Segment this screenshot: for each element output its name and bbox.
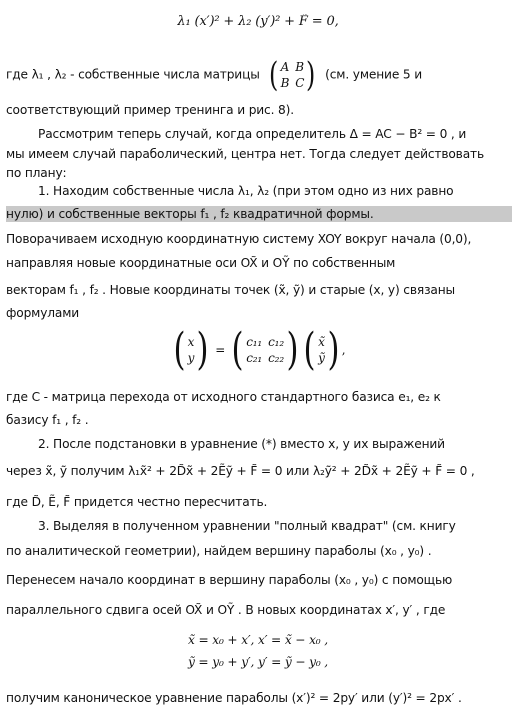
paragraph-line: Рассмотрим теперь случай, когда определитель Δ = AC − B² = 0 , и bbox=[38, 127, 467, 141]
formula-canonical-ellipse: λ₁ (x′)² + λ₂ (y′)² + F̃ = 0, bbox=[177, 14, 339, 29]
paragraph-line: где C - матрица перехода от исходного стандартного базиса e₁, e₂ к bbox=[6, 390, 441, 404]
step-1-line: 1. Находим собственные числа λ₁, λ₂ (при этом одно из них равно bbox=[38, 184, 454, 198]
paragraph-line: векторам f₁ , f₂ . Новые координаты точек (x̃, ỹ) и старые (x, y) связаны bbox=[6, 283, 456, 297]
paragraph-line: базису f₁ , f₂ . bbox=[6, 413, 89, 427]
paragraph-line: параллельного сдвига осей OX̃ и OỸ . В новых координатах x′, y′ , где bbox=[6, 603, 446, 617]
formula-shift-x: x̃ = x₀ + x′, x′ = x̃ − x₀ , bbox=[188, 633, 328, 647]
paragraph-line: по плану: bbox=[6, 166, 67, 180]
formula-line: через x̃, ỹ получим λ₁x̃² + 2D̃x̃ + 2Ẽỹ + F̃ = 0 или λ₂ỹ² + 2D̃x̃ + 2Ẽỹ + F̃ = 0 , bbox=[6, 464, 475, 478]
paragraph-line: получим каноническое уравнение параболы (x′)² = 2py′ или (y′)² = 2px′ . bbox=[6, 691, 462, 705]
paragraph-line: Перенесем начало координат в вершину параболы (x₀ , y₀) с помощью bbox=[6, 573, 453, 587]
highlighted-line: нулю) и собственные векторы f₁ , f₂ квадратичной формы. bbox=[6, 206, 512, 222]
paragraph-line: формулами bbox=[6, 306, 80, 320]
paragraph-line: соответствующий пример тренинга и рис. 8). bbox=[6, 103, 294, 117]
formula-shift-y: ỹ = y₀ + y′, y′ = ỹ − y₀ , bbox=[187, 655, 329, 669]
paragraph-line: по аналитической геометрии), найдем вершину параболы (x₀ , y₀) . bbox=[6, 544, 432, 558]
paragraph-line: где D̃, Ẽ, F̃ придется честно пересчитать. bbox=[6, 495, 268, 509]
step-3-line: 3. Выделяя в полученном уравнении "полный квадрат" (см. книгу bbox=[38, 519, 456, 533]
paragraph-line: мы имеем случай параболический, центра нет. Тогда следует действовать bbox=[6, 147, 485, 161]
matrix-abbc: ( A B B C ) bbox=[269, 58, 316, 92]
paragraph-line: Поворачиваем исходную координатную систему XOY вокруг начала (0,0), bbox=[6, 232, 472, 246]
paragraph-line: направляя новые координатные оси OX̃ и OỸ по собственным bbox=[6, 256, 396, 270]
step-2-line: 2. После подстановки в уравнение (*) вместо x, y их выражений bbox=[38, 437, 445, 451]
paragraph-line: где λ₁ , λ₂ - собственные числа матрицы ( A B B C ) (см. умение 5 и bbox=[6, 58, 423, 92]
formula-coordinate-transform: ( x y ) = ( c₁₁ c₁₂ c₂₁ c₂₂ ) ( x̃ ỹ ) , bbox=[173, 328, 346, 375]
